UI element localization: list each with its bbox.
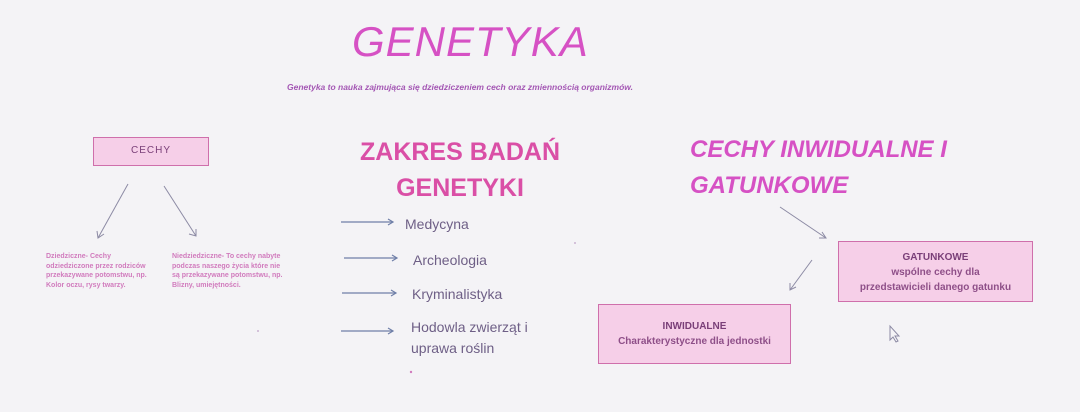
traits-heading-line1: CECHY INWIDUALNE I (690, 136, 947, 163)
list-item-hodowla-line2: uprawa roślin (411, 340, 495, 356)
inherited-traits-text: Dziedziczne- Cechy odziedziczone przez rodziców przekazywane potomstwu, np. Kolor oczu, rysy twarzy. (46, 253, 147, 289)
species-box-line2: przedstawicieli danego gatunku (859, 282, 1012, 293)
species-traits-box (838, 241, 1033, 302)
arrow-left-down (98, 184, 128, 238)
page-title: GENETYKA (352, 18, 589, 65)
cechy-box: CECHY (93, 137, 209, 166)
individual-box-title: INWIDUALNE (662, 321, 727, 332)
arrow-to-inwidualne (790, 260, 812, 290)
list-item-kryminalistyka: Kryminalistyka (412, 286, 503, 302)
individual-box-line1: Charakterystyczne dla jednostki (618, 336, 771, 347)
mouse-cursor-icon (890, 326, 899, 342)
research-scope-heading-line1: ZAKRES BADAŃ (360, 138, 560, 166)
research-scope-heading-line2: GENETYKI (396, 174, 524, 202)
list-item-hodowla (411, 317, 528, 359)
list-item-medycyna: Medycyna (405, 216, 469, 232)
individual-traits-box (598, 304, 791, 364)
research-scope-heading (345, 134, 575, 206)
arrow-to-gatunkowe (780, 207, 826, 238)
list-item-archeologia: Archeologia (413, 252, 487, 268)
list-item-hodowla-line1: Hodowla zwierząt i (411, 319, 528, 335)
arrow-right-down (164, 186, 196, 236)
traits-heading-line2: GATUNKOWE (690, 172, 849, 199)
species-box-line1: wspólne cechy dla (891, 267, 980, 278)
page-subtitle: Genetyka to nauka zajmująca się dziedziczeniem cech oraz zmiennością organizmów. (287, 82, 633, 92)
species-box-title: GATUNKOWE (902, 252, 969, 263)
traits-heading (690, 132, 947, 204)
non-inherited-traits-text: Niedziedziczne- To cechy nabyte podczas naszego życia które nie są przekazywane potomstwu, np. Blizny, umiejętności. (172, 253, 283, 289)
